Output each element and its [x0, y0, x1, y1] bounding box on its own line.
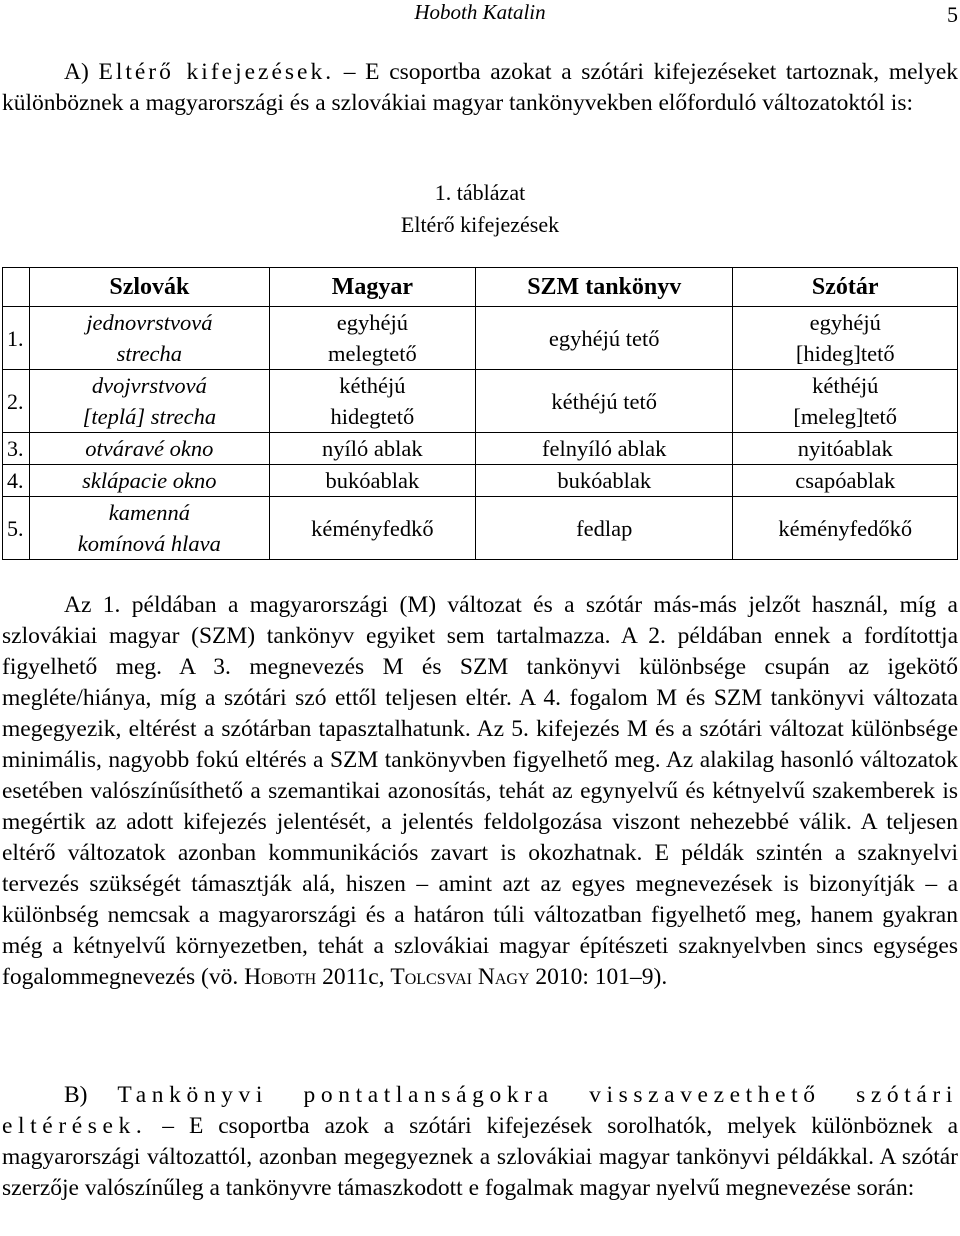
cell-hungarian: [269, 465, 475, 497]
cell-row-number: 5.: [3, 497, 30, 560]
cell-line: bukóablak: [325, 468, 420, 493]
column-header-hungarian: Magyar: [269, 268, 475, 307]
cell-slovak: [30, 497, 270, 560]
comparison-table: [2, 267, 958, 560]
table-caption-number: 1. táblázat: [434, 180, 526, 205]
cell-dictionary: [733, 370, 958, 433]
cell-line: egyhéjú: [809, 310, 881, 335]
cell-line: egyhéjú: [336, 310, 408, 335]
section-a-text: – E csoportba azokat a szótári kifejezéseket tartoznak, melyek különböznek a magyarországi és a szlovákiai magyar tankönyvekben előforduló változatoktól is:: [2, 59, 959, 116]
cell-line: kéthéjú tető: [551, 388, 658, 414]
column-header-textbook: SZM tankönyv: [476, 268, 733, 307]
cell-line: strecha: [116, 341, 183, 366]
cell-line: otváravé okno: [85, 436, 214, 461]
cell-textbook: [476, 497, 733, 560]
section-b-paragraph: [2, 1080, 958, 1204]
table-header-row: [3, 268, 958, 307]
cell-hungarian: [269, 433, 475, 465]
discussion-text-part1: Az 1. példában a magyarországi (M) változat és a szótár más-más jelzőt használ, míg a szlovákiai magyar (SZM) tankönyv egyiket sem tartalmazza. A 2. példában ennek a fordítottja figyelhető meg. A 3. megnevezés M és SZM tankönyvi különbsége csupán az igekötő megléte/hiánya, míg a szótári szó ettől teljesen eltér. A 4. fogalom M és SZM tankönyvi változata megegyezik, eltérést a szótárban tapasztalhatunk. Az 5. kifejezés M és a szótári változat különbsége minimális, nagyobb fokú eltérés a SZM tankönyvben figyelhető meg. Az alakilag hasonló változatok esetében valószínűsíthető a szemantikai azonosítás, tehát az egynyelvű és kétnyelvű szakemberek is megértik az adott kifejezés jelentését, a jelentés feldolgozása viszont nehezebbé válik. A teljesen eltérő változatok azonban kommunikációs zavart is okozhatnak. E példák szintén a szaknyelvi tervezés szükségét támasztják alá, hiszen – amint azt az egyes megnevezések is bizonyítják – a különbség nemcsak a magyarországi és a határon túli változatban figyelhető meg, hanem gyakran még a kétnyelvű környezetben, tehát a szlovákiai magyar építészeti szaknyelvben sincs egységes fogalommegnevezés (vö.: [2, 592, 958, 990]
section-a-prefix: A): [64, 59, 99, 85]
cell-dictionary: [733, 307, 958, 370]
cell-line: sklápacie okno: [82, 468, 217, 493]
discussion-text-part2: 2011c,: [316, 964, 391, 990]
cell-line: kéthéjú: [812, 373, 879, 398]
discussion-paragraph: [2, 590, 958, 993]
table-row: [3, 433, 958, 465]
cell-line: [teplá] strecha: [82, 404, 217, 429]
section-a-title: Eltérő kifejezések.: [98, 59, 335, 85]
table-body: [3, 307, 958, 560]
cell-row-number: 1.: [3, 307, 30, 370]
cell-row-number: 4.: [3, 465, 30, 497]
cell-hungarian: [269, 307, 475, 370]
cell-slovak: [30, 433, 270, 465]
section-a-paragraph: [2, 57, 958, 119]
cell-line: kéthéjú: [339, 373, 406, 398]
page-number: 5: [947, 2, 958, 27]
cell-line: komínová hlava: [77, 531, 221, 556]
cell-hungarian: [269, 497, 475, 560]
discussion-text-part3: 2010: 101–9).: [529, 964, 668, 990]
cell-textbook: [476, 370, 733, 433]
cell-textbook: [476, 433, 733, 465]
table-row: [3, 370, 958, 433]
cell-row-number: 2.: [3, 370, 30, 433]
cell-textbook: [476, 465, 733, 497]
cell-line: dvojvrstvová: [91, 373, 207, 398]
cell-line: jednovrstvová: [86, 310, 213, 335]
cell-hungarian: [269, 370, 475, 433]
column-header-dictionary: Szótár: [733, 268, 958, 307]
cell-line: kamenná: [108, 500, 190, 525]
cell-line: egyhéjú tető: [548, 325, 660, 351]
cell-dictionary: [733, 433, 958, 465]
cell-row-number: 3.: [3, 433, 30, 465]
section-b-prefix: B): [64, 1082, 118, 1108]
cell-dictionary: [733, 497, 958, 560]
cell-line: felnyíló ablak: [542, 436, 667, 461]
header-num-cell: [3, 268, 30, 307]
cell-slovak: [30, 307, 270, 370]
cell-line: nyíló ablak: [322, 436, 423, 461]
section-b-text: – E csoportba azok a szótári kifejezések sorolhatók, melyek különböznek a magyarországi változattól, azonban megegyeznek a szlovákiai magyar tankönyvi példákkal. A szótár szerzője valószínűleg a tankönyvre támaszkodott e fogalmak magyar nyelvű megnevezése során:: [2, 1113, 958, 1201]
cell-line: kéményfedőkő: [778, 515, 913, 541]
cell-dictionary: [733, 465, 958, 497]
cell-slovak: [30, 370, 270, 433]
cell-line: [hideg]tető: [795, 341, 895, 366]
cell-line: hidegtető: [330, 404, 415, 429]
section-b-title: Tankönyvi pontatlanságokra visszavezethető szótári eltérések.: [2, 1082, 958, 1139]
citation-tolcsvai-nagy: Tolcsvai Nagy: [390, 964, 530, 990]
cell-line: fedlap: [576, 515, 633, 541]
cell-textbook: [476, 307, 733, 370]
cell-line: bukóablak: [557, 468, 652, 493]
cell-line: csapóablak: [795, 468, 896, 493]
cell-line: melegtető: [328, 341, 417, 366]
cell-line: nyitóablak: [797, 436, 893, 461]
table-row: [3, 497, 958, 560]
citation-hoboth: Hoboth: [244, 964, 317, 990]
cell-line: kéményfedkő: [311, 515, 434, 541]
running-header-author: Hoboth Katalin: [414, 0, 546, 24]
column-header-slovak: Szlovák: [30, 268, 270, 307]
table-caption-title: Eltérő kifejezések: [400, 212, 560, 237]
table-row: [3, 465, 958, 497]
cell-line: [meleg]tető: [793, 404, 898, 429]
cell-slovak: [30, 465, 270, 497]
table-row: [3, 307, 958, 370]
